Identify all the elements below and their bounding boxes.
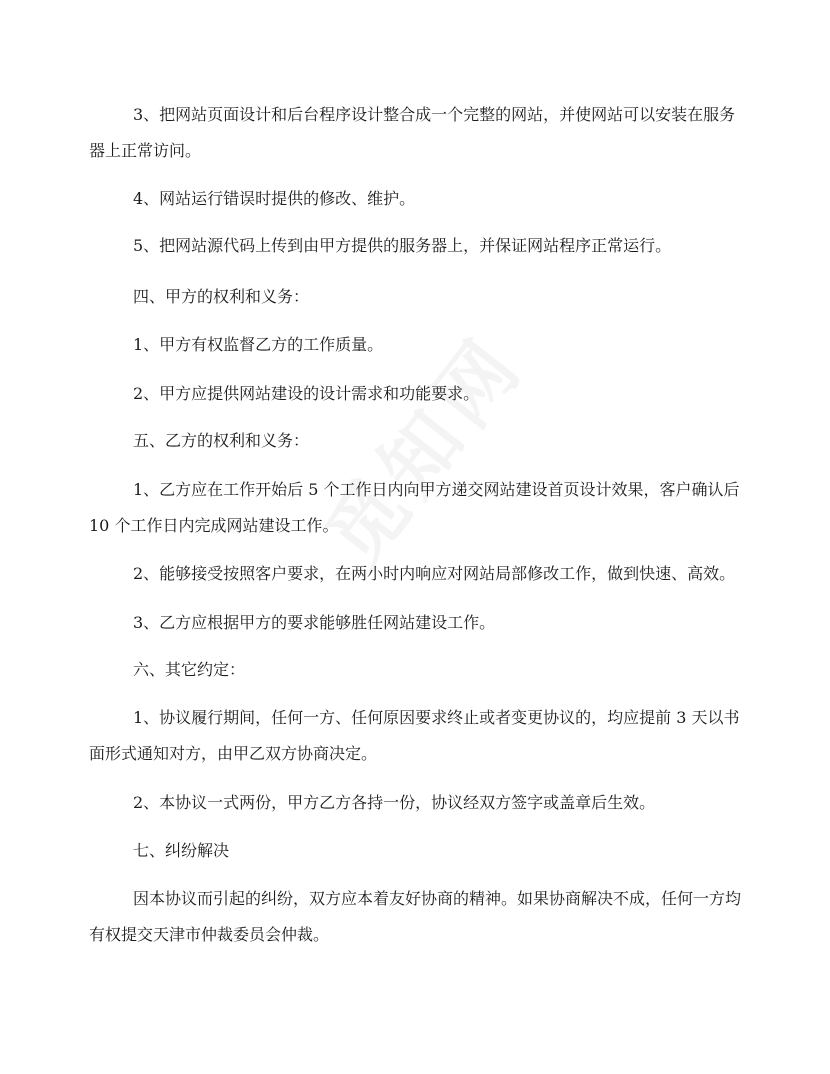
paragraph-dispute: 因本协议而引起的纠纷，双方应本着友好协商的精神。如果协商解决不成，任何一方均有权提交天津市仲裁委员会仲裁。: [89, 889, 742, 944]
paragraph-party-b-2: 2、能够接受按照客户要求，在两小时内响应对网站局部修改工作，做到快速、高效。: [133, 564, 736, 583]
paragraph-item-5: 5、把网站源代码上传到由甲方提供的服务器上，并保证网站程序正常运行。: [133, 236, 672, 255]
paragraph-party-b-3: 3、乙方应根据甲方的要求能够胜任网站建设工作。: [133, 613, 496, 632]
paragraph-other-1: 1、协议履行期间，任何一方、任何原因要求终止或者变更协议的，均应提前 3 天以书面形式通知对方，由甲乙双方协商决定。: [89, 708, 740, 763]
paragraph-party-a-1: 1、甲方有权监督乙方的工作质量。: [133, 335, 384, 354]
paragraph-item-4: 4、网站运行错误时提供的修改、维护。: [133, 189, 416, 208]
section-heading-dispute: 七、纠纷解决: [133, 841, 230, 860]
paragraph-party-a-2: 2、甲方应提供网站建设的设计需求和功能要求。: [133, 384, 480, 403]
paragraph-party-b-1: 1、乙方应在工作开始后 5 个工作日内向甲方递交网站建设首页设计效果，客户确认后 10 个工作日内完成网站建设工作。: [89, 480, 740, 535]
paragraph-item-3: 3、把网站页面设计和后台程序设计整合成一个完整的网站，并使网站可以安装在服务器上正常访问。: [89, 105, 736, 160]
paragraph-other-2: 2、本协议一式两份，甲方乙方各持一份，协议经双方签字或盖章后生效。: [133, 793, 656, 812]
section-heading-party-a: 四、甲方的权利和义务：: [133, 287, 310, 306]
section-heading-party-b: 五、乙方的权利和义务：: [133, 431, 310, 450]
section-heading-other: 六、其它约定：: [133, 660, 246, 679]
